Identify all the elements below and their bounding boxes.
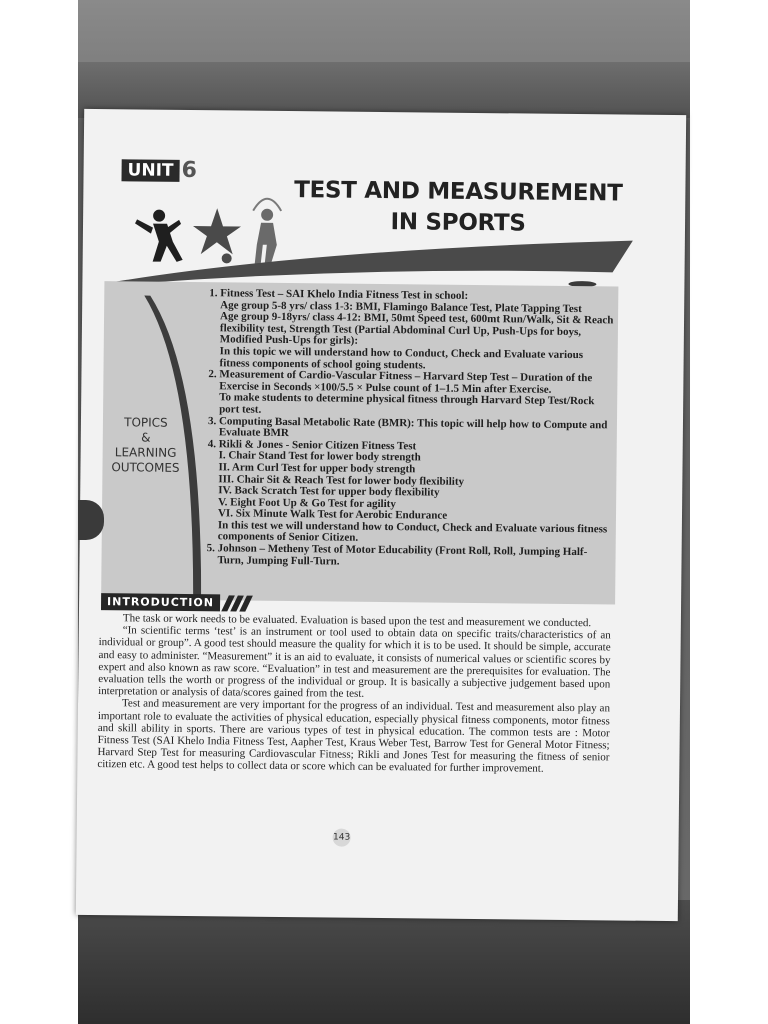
unit-label: UNIT [121, 159, 179, 182]
introduction-label: INTRODUCTION [101, 593, 220, 611]
intro-paragraph: Test and measurement are very important for the progress of an individual. Test and measurement also play an important role to evaluate the activities of physical education, especially physical fitness components, motor fitness and skill ability in sports. There are various types of test in physical education. The common tests are : Motor Fitness Test (SAI Khelo India Fitness Test, Aapher Test, Kraus Weber Test, Barrow Test for General Motor Fitness; Harvard Step Test for measuring Cardiovascular Fitness; Rikli and Jones Test for measuring the fitness of senior citizen etc. A good test helps to collect data or score which can be evaluated for further improvement. [97, 697, 611, 776]
topic-heading: 4. Rikli & Jones - Senior Citizen Fitness Test [218, 438, 417, 453]
topics-label-line4: OUTCOMES [111, 460, 180, 475]
topic-line: II. Arm Curl Test for upper body strength [218, 461, 416, 476]
topic-line: VI. Six Minute Walk Test for Aerobic Endurance [217, 507, 448, 522]
unit-number: 6 [181, 157, 197, 184]
page-number [326, 825, 356, 849]
topics-label-line2: & [141, 430, 151, 445]
topic-line: I. Chair Stand Test for lower body strength [218, 449, 421, 464]
topic-line: Age group 5-8 yrs/ class 1-3: BMI, Flamingo Balance Test, Plate Tapping Test [220, 298, 582, 315]
introduction-body [97, 612, 611, 776]
topic-line: V. Eight Foot Up & Go Test for agility [218, 495, 396, 510]
topic-heading: 1. Fitness Test – SAI Khelo India Fitness Test in school: [220, 287, 469, 302]
intro-paragraph: The task or work needs to be evaluated. Evaluation is based upon the test and measurement we conducted. [122, 612, 592, 630]
topic-heading: 3. Computing Basal Metabolic Rate (BMR): This topic will help how to Compute and Evaluate BMR [218, 414, 608, 440]
topics-learning-outcomes-label [106, 415, 185, 476]
topics-label-line1: TOPICS [124, 415, 168, 430]
page-number-text: 143 [333, 829, 351, 847]
topic-line: III. Chair Sit & Reach Test for lower body flexibility [218, 472, 465, 488]
topic-heading: 5. Johnson – Metheny Test of Motor Educability (Front Roll, Roll, Jumping Half-Turn, Jumping Full-Turn. [217, 542, 588, 568]
topics-list [199, 288, 614, 571]
topic-item [219, 369, 613, 419]
topic-line: In this topic we will understand how to Conduct, Check and Evaluate various fitness components of school going students. [219, 345, 584, 372]
introduction-heading [101, 593, 249, 612]
topic-line: IV. Back Scratch Test for upper body flexibility [218, 484, 440, 499]
topic-line: To make students to determine physical fitness through Harvard Step Test/Rock port test. [219, 391, 595, 416]
topic-item [218, 439, 613, 547]
topic-line: Age group 9-18yrs/ class 4-12: BMI, 50mt Speed test, 600mt Run/Walk, Sit & Reach flexibility test, Strength Test (Partial Abdominal Curl Up, Push-Ups for boys, Modified Push-Ups for girls): [219, 310, 614, 348]
book-page [76, 109, 686, 921]
topic-item [217, 543, 611, 570]
topic-item [220, 288, 615, 373]
topic-heading: 2. Measurement of Cardio-Vascular Fitness – Harvard Step Test – Duration of the Exercise in Seconds ×100/5.5 × Pulse count of 1–1.5 Min after Exercise. [219, 368, 593, 396]
intro-paragraph: “In scientific terms ‘test’ is an instrument or tool used to obtain data on specific traits/characteristics of an individual or group”. A good test should measure the quality for which it is to be used. It should be simple, accurate and easy to administer. “Measurement” it is an aid to evaluate, it consists of numerical values or scientific scores by expert and also known as raw score. “Evaluation” in test and measurement are the prerequisites for evaluation. The evaluation tells the worth or progress of the individual or group. It is basically a subjective judgement based upon interpretation or analysis of data/scores gained from the test. [98, 624, 611, 701]
topic-line: In this test we will understand how to Conduct, Check and Evaluate various fitness components of Senior Citizen. [217, 519, 608, 545]
chapter-title-line1: TEST AND MEASUREMENT [294, 177, 623, 207]
topics-label-line3: LEARNING [114, 445, 177, 460]
chapter-title-line2: IN SPORTS [390, 209, 526, 237]
introduction-stripes [222, 595, 249, 611]
